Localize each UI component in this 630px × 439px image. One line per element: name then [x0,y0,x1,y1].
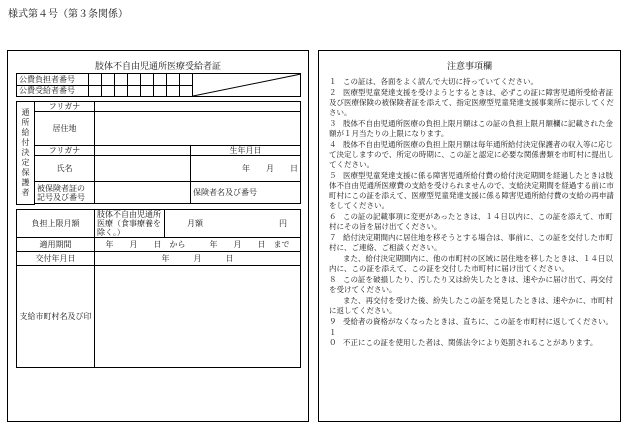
note-number: ２ [329,88,337,97]
notes-panel [318,50,621,422]
certificate-panel [7,50,309,422]
guardian-label: 通所給付決定保護者 [17,102,35,205]
insured-symbol-label: 被保険者証の記号及び番号 [35,182,95,204]
address-label: 居住地 [35,112,95,146]
note-text: この証の記載事項に変更があったときは、１４日以内に、この証を添えて、市町村にその旨を届け出てください。 [329,212,613,231]
note-number: ７ [329,233,337,242]
payer-digit[interactable] [141,74,154,86]
furigana-field-1[interactable] [95,102,301,112]
note-text: 医療型児童発達支援に係る障害児通所給付費の給付決定期間を経過したときは肢体不自由児通所医療費の支給を受けられませんので、支給決定期間を経過する前に市町村にこの証を添えて、医療型児童発達支援に係る障害児通所給付費の支給の再申請をしてください。 [329,171,614,210]
note-number: ３ [329,119,337,128]
yen-label: 円 [279,219,287,228]
monthly-limit-label: 負担上限月額 [17,210,95,238]
recipient-digit[interactable] [128,85,141,97]
note-text: 不正にこの証を使用した者は、関係法令により処罰されることがあります。 [343,338,598,347]
furigana-label-1: フリガナ [35,102,95,112]
note-text: また、給付決定期間内に、他の市町村の区域に居住地を移したときは、１４日以内に、この証を添えて、この証を交付した市町村に届け出てください。 [329,254,613,273]
note-item [329,317,614,327]
monthly-amount-cell[interactable] [165,210,301,238]
note-text: 医療型児童発達支援を受けようとするときは、必ずこの証に障害児通所受給者証及び医療保険の被保険者証を添えて、指定医療型児童発達支援事業所に提示してください。 [329,88,614,117]
note-number: ９ [329,317,337,326]
insured-symbol-field[interactable] [95,182,191,204]
payer-digit[interactable] [180,74,193,86]
note-text: また、再交付を受けた後、紛失したこの証を発見したときは、速やかに、市町村に返してください。 [329,296,613,315]
recipient-blank [180,85,193,97]
recipient-digit[interactable] [102,85,115,97]
public-payer-no-label: 公費負担者番号 [17,74,89,86]
limit-description: 肢体不自由児通所医療（食事療養を除く。） [95,210,165,238]
note-number: １ [329,77,337,86]
note-item [329,77,614,87]
birth-date-label: 生年月日 [191,146,301,156]
note-item [329,254,614,274]
note-item [329,88,614,118]
payer-digit[interactable] [89,74,102,86]
note-item [329,275,614,295]
insurer-no-label: 保険者名及び番号 [191,182,301,204]
note-text: この証は、各面をよく読んで大切に持っていてください。 [343,77,538,86]
payer-digit[interactable] [128,74,141,86]
note-item [329,233,614,253]
issue-date-label: 交付年月日 [17,252,95,266]
payer-digit[interactable] [102,74,115,86]
municipality-field[interactable] [95,266,301,368]
recipient-digit[interactable] [167,85,180,97]
valid-period-label: 適用期間 [17,238,95,252]
note-item [329,296,614,316]
note-text: 肢体不自由児通所医療の負担上限月額は毎年通所給付決定保護者の収入等に応じて決定しますので、所定の時期に、この証と認定に必要な関係書類を市町村に提出してください。 [329,140,614,169]
recipient-digit[interactable] [154,85,167,97]
recipient-digit[interactable] [115,85,128,97]
note-item [329,212,614,232]
diagonal-blank [193,74,301,97]
note-text: 給付決定期間内に居住地を移そうとする場合は、事前に、この証を交付した市町村に、ご連絡、ご相談ください。 [329,233,613,252]
note-number: ８ [329,275,337,284]
note-text: 受給者の資格がなくなったときは、直ちに、この証を市町村に返してください。 [343,317,613,326]
diagonal-line [193,74,301,96]
address-field[interactable] [95,112,301,146]
note-number: ４ [329,140,337,149]
note-item [329,171,614,211]
birth-date-value: 年 月 日 [191,156,301,182]
payer-digit[interactable] [115,74,128,86]
name-label: 氏名 [35,156,95,182]
form-number-label: 様式第４号（第３条関係） [8,9,128,20]
note-item [329,328,614,348]
issue-date-value: 年 月 日 [95,252,301,266]
notes-title: 注意事項欄 [446,62,492,72]
note-number: ６ [329,212,337,221]
payer-digit[interactable] [154,74,167,86]
furigana-field-2[interactable] [95,146,191,156]
certificate-title: 肢体不自由児通所医療受給者証 [94,62,221,72]
name-field[interactable] [95,156,191,182]
note-text: 肢体不自由児通所医療の負担上限月額はこの証の負担上限月額欄に記載された金額が１月当たりの上限になります。 [329,119,613,138]
note-item [329,119,614,139]
public-recipient-no-label: 公費受給者番号 [17,85,89,97]
payer-digit[interactable] [167,74,180,86]
monthly-amount-label: 月額 [187,219,203,228]
note-item [329,140,614,170]
number-table [16,73,301,97]
furigana-label-2: フリガナ [35,146,95,156]
limit-table [16,209,301,368]
municipality-label: 支給市町村名及び印 [17,266,95,368]
recipient-digit[interactable] [141,85,154,97]
guardian-table [16,101,301,205]
note-number: １０ [329,328,337,347]
recipient-digit[interactable] [89,85,102,97]
note-text: この証を破損したり、汚したり又は紛失したときは、速やかに届け出て、再交付を受けてください。 [329,275,613,294]
valid-period-value: 年 月 日 から 年 月 日 まで [95,238,301,252]
note-number: ５ [329,171,337,180]
